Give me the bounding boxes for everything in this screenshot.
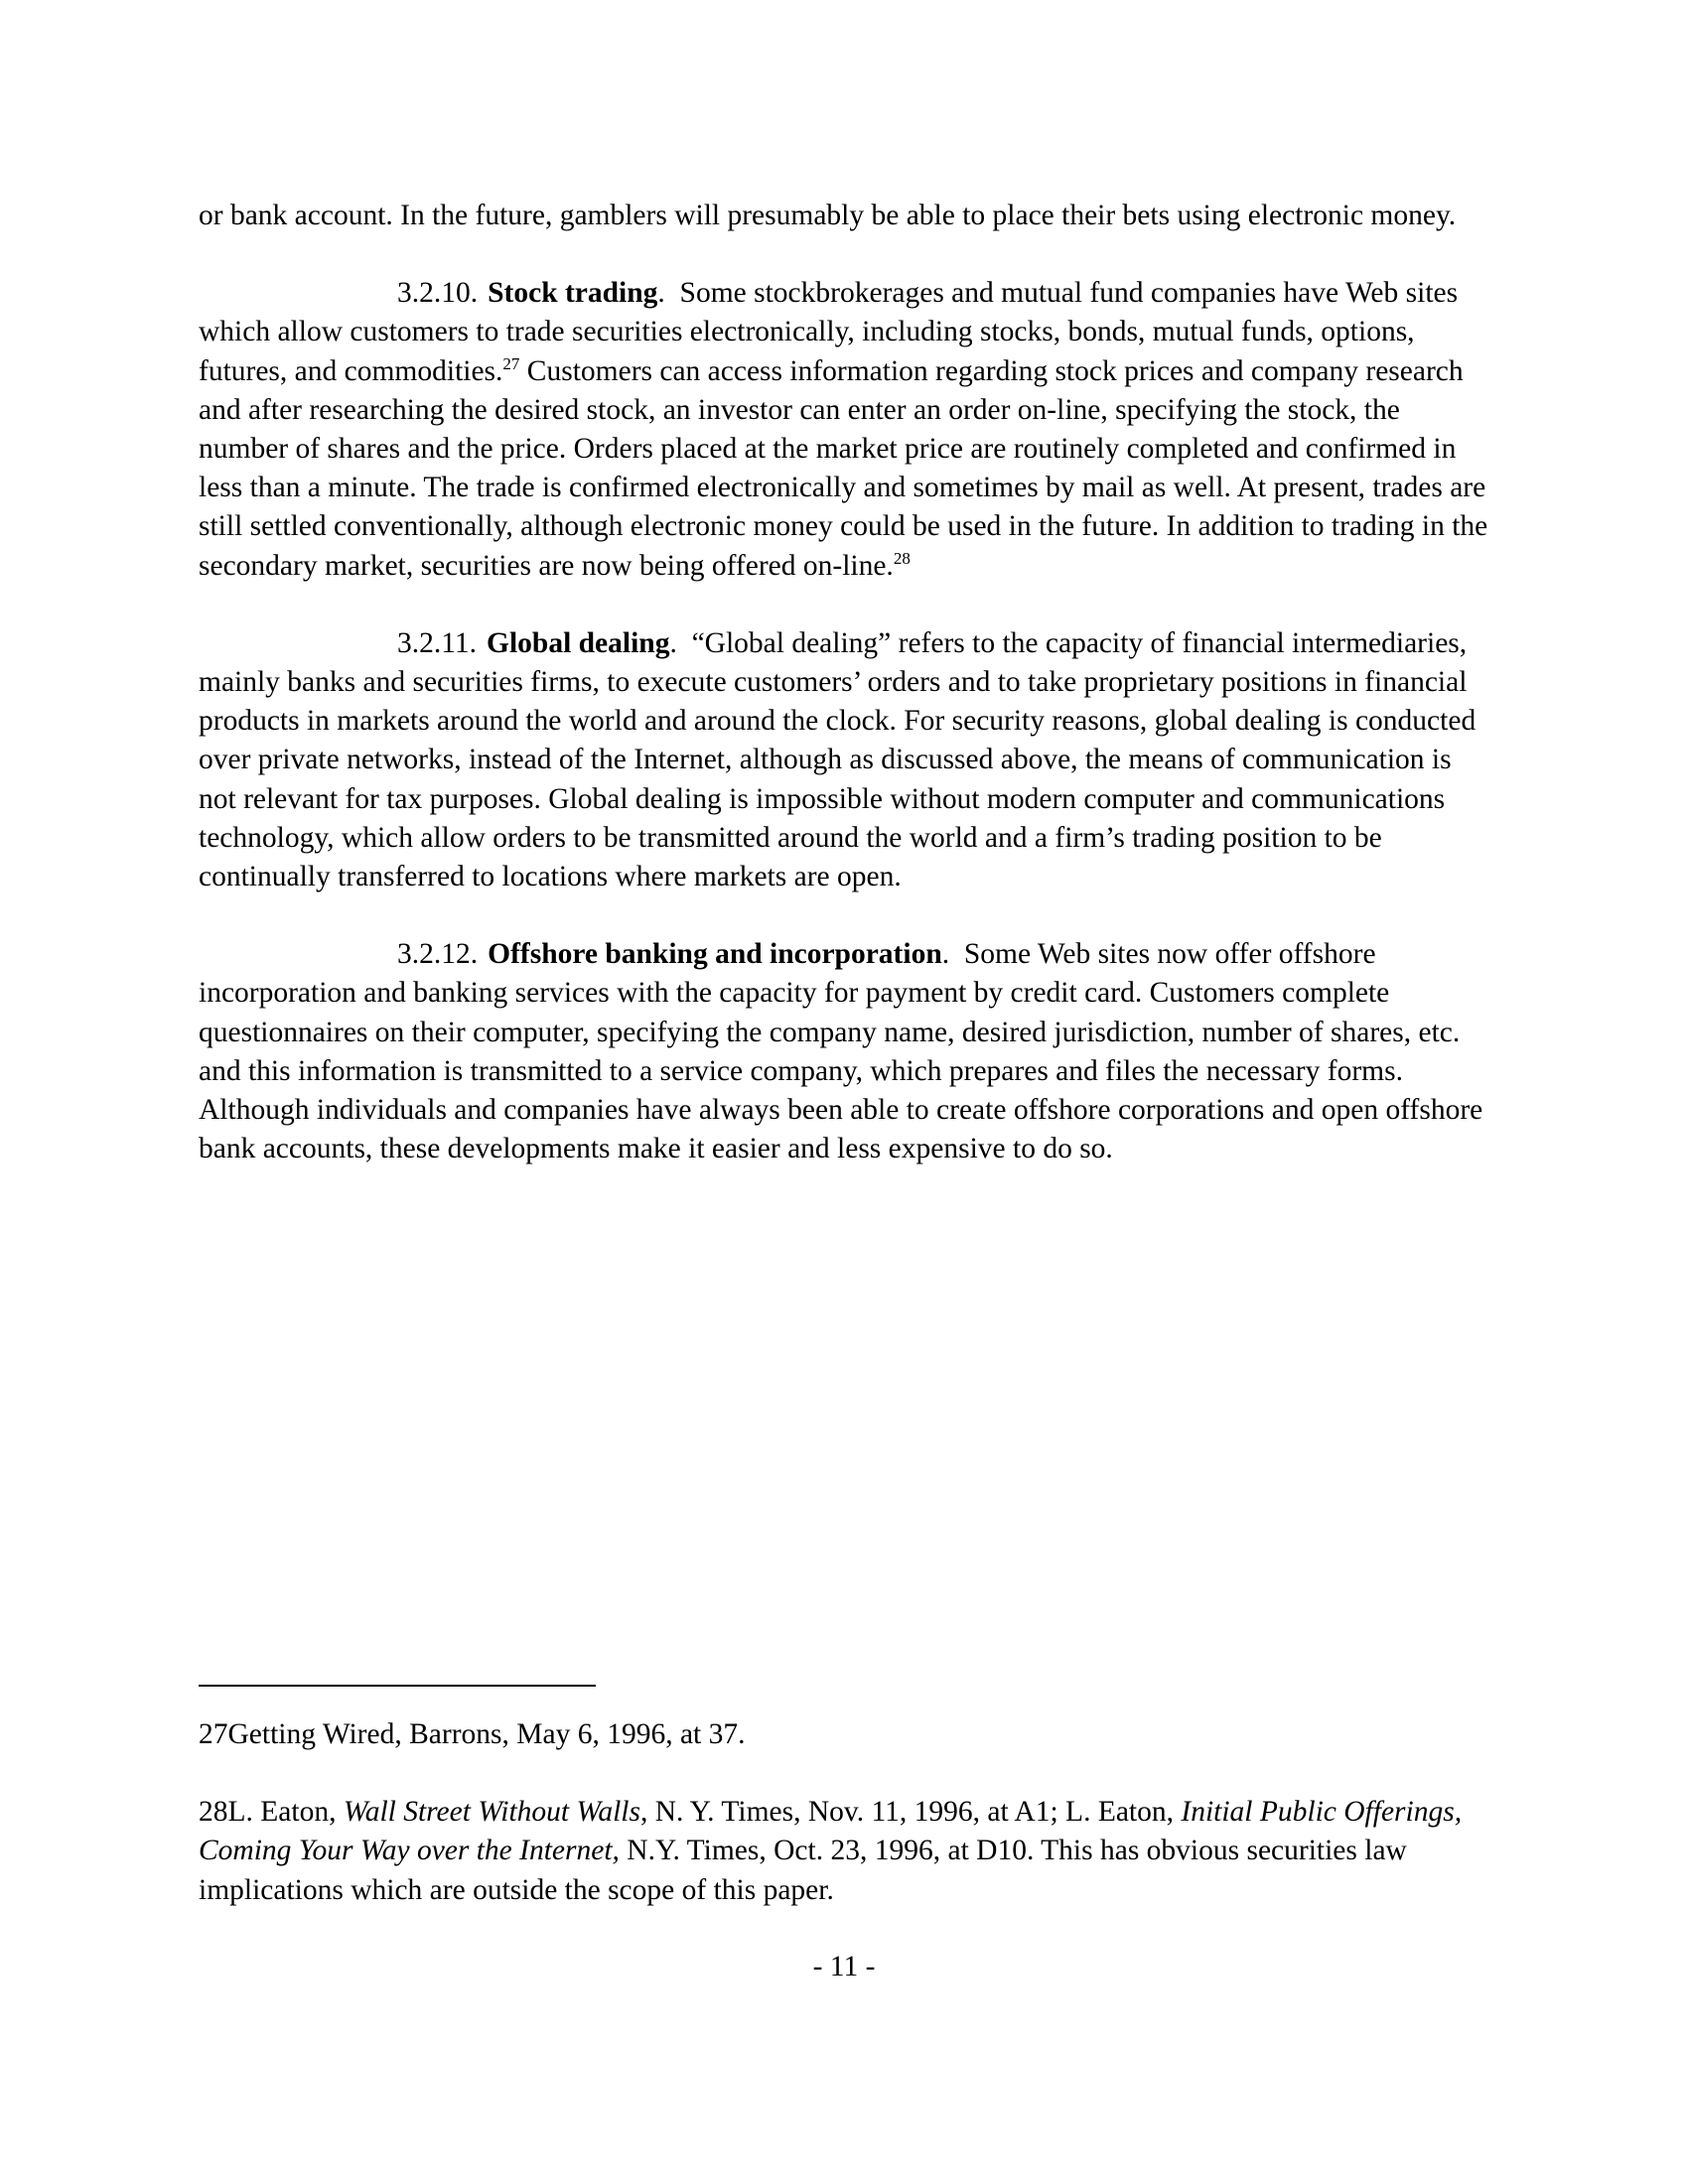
footnote-text: , N. Y. Times, Nov. 11, 1996, at A1; L. Eaton, xyxy=(639,1796,1182,1829)
section-number: 3.2.11. xyxy=(397,626,478,659)
citation-title: Initial Public Offerings, Coming Your Way over the Internet, xyxy=(199,1796,1463,1867)
continuation-paragraph: or bank account. In the future, gamblers will presumably be able to place their bets using electronic money. xyxy=(199,200,1457,231)
footnote-number: 28 xyxy=(199,1796,228,1829)
section-heading: Stock trading xyxy=(488,277,658,310)
footnote-text: Getting Wired, Barrons, May 6, 1996, at 37. xyxy=(227,1718,746,1750)
footnote-ref[interactable]: 27 xyxy=(502,353,520,373)
page-number: - 11 - xyxy=(812,1951,876,1982)
section-heading: Global dealing xyxy=(487,626,670,659)
section-number: 3.2.10. xyxy=(397,277,479,310)
footnote-separator xyxy=(199,1685,596,1687)
footnote-text: N.Y. Times, Oct. 23, 1996, at D10. This has obvious securities law implications which are outside the scope of this paper. xyxy=(199,1835,1407,1906)
section-offshore-banking: 3.2.12. Offshore banking and incorporation. Some Web sites now offer offshore incorporation and banking services with the capacity for payment by credit card. Customers complete questionnaires on their computer, specifying the company name, desired jurisdiction, number of shares, etc. and this information is transmitted to a service company, which prepares and files the necessary forms. Although individuals and companies have always been able to create offshore corporations and open offshore bank accounts, these developments make it easier and less expensive to do so. xyxy=(199,938,1483,1165)
footnote-text: L. Eaton, xyxy=(227,1796,344,1829)
footnote-ref[interactable]: 28 xyxy=(893,548,911,568)
section-global-dealing: 3.2.11. Global dealing. “Global dealing” refers to the capacity of financial intermediaries, mainly banks and securities firms, to execute customers’ orders and to take proprietary positions in financial products in markets around the world and around the clock. For security reasons, global dealing is conducted over private networks, instead of the Internet, although as discussed above, the means of communication is not relevant for tax purposes. Global dealing is impossible without modern computer and communications technology, which allow orders to be transmitted around the world and a firm’s trading position to be continually transferred to locations where markets are open. xyxy=(199,626,1477,893)
section-stock-trading: 3.2.10. Stock trading. Some stockbrokerages and mutual fund companies have Web sites which allow customers to trade securities electronically, including stocks, bonds, mutual funds, options, futures, and commodities.$^{27}$ Customers can access information regarding stock prices and company research and after researching the desired stock, an investor can enter an order on-line, specifying the stock, the number of shares and the price. Orders placed at the market price are routinely completed and confirmed in less than a minute. The trade is confirmed electronically and sometimes by mail as well. At present, trades are still settled conventionally, although electronic money could be used in the future. In addition to trading in the secondary market, securities are now being offered on-line.$^{28}$ xyxy=(199,277,1488,582)
page-body xyxy=(199,197,1489,1207)
section-text: Some Web sites now offer offshore incorporation and banking services with the capacity for payment by credit card. Customers complete questionnaires on their computer, specifying the company name, desired jurisdiction, number of shares, etc. and this information is transmitted to a service company, which prepares and files the necessary forms. Although individuals and companies have always been able to create offshore corporations and open offshore bank accounts, these developments make it easier and less expensive to do so. xyxy=(199,938,1483,1165)
footnote-28 xyxy=(199,1793,1489,1910)
section-text: Some stockbrokerages and mutual fund companies have Web sites which allow customers to trade securities electronically, including stocks, bonds, mutual funds, options, futures, and commodities. xyxy=(199,277,1459,387)
section-heading: Offshore banking and incorporation xyxy=(488,938,942,971)
footnote-27 xyxy=(199,1715,1489,1754)
section-text: Customers can access information regarding stock prices and company research and after researching the desired stock, an investor can enter an order on-line, specifying the stock, the number of shares and the price. Orders placed at the market price are routinely completed and confirmed in less than a minute. The trade is confirmed electronically and sometimes by mail as well. At present, trades are still settled conventionally, although electronic money could be used in the future. In addition to trading in the secondary market, securities are now being offered on-line. xyxy=(199,354,1488,582)
section-text: “Global dealing” refers to the capacity of financial intermediaries, mainly banks and securities firms, to execute customers’ orders and to take proprietary positions in financial products in markets around the world and around the clock. For security reasons, global dealing is conducted over private networks, instead of the Internet, although as discussed above, the means of communication is not relevant for tax purposes. Global dealing is impossible without modern computer and communications technology, which allow orders to be transmitted around the world and a firm’s trading position to be continually transferred to locations where markets are open. xyxy=(199,626,1477,893)
section-number: 3.2.12. xyxy=(397,938,479,971)
citation-title: Wall Street Without Walls xyxy=(343,1796,640,1829)
footnote-number: 27 xyxy=(199,1718,228,1750)
footnotes xyxy=(199,1715,1489,1910)
